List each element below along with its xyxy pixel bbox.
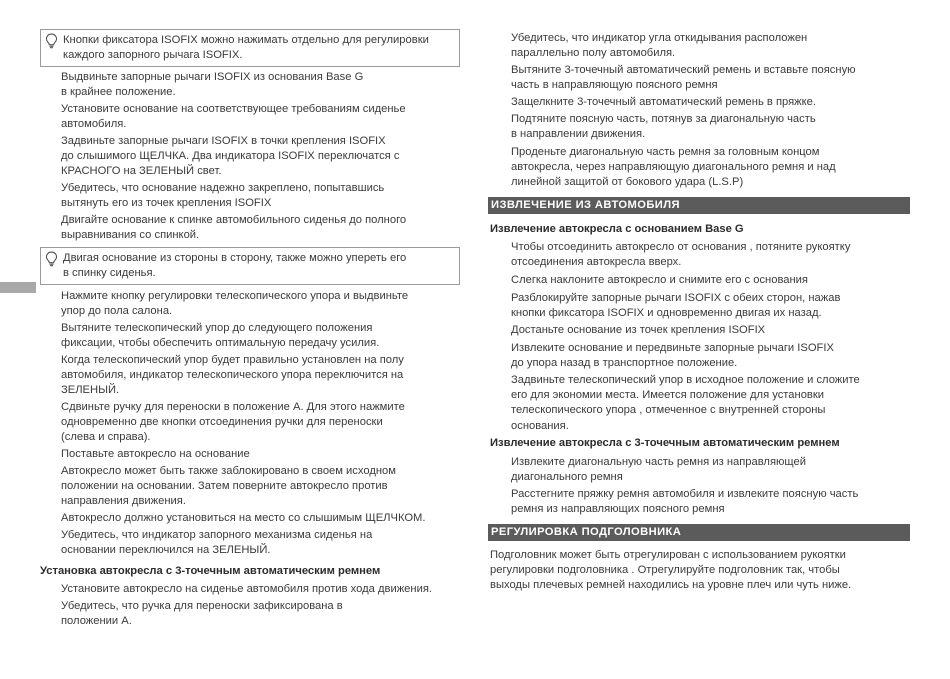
step-retract-support-leg bbox=[511, 373, 860, 434]
step-route-diagonal-belt bbox=[511, 145, 836, 191]
text-line: Защелкните 3-точечный автоматический ремень в пряжке. bbox=[511, 96, 816, 108]
text-line: линейной защитой от бокового удара (L.S.P) bbox=[511, 176, 744, 189]
step-extend-support-leg bbox=[61, 321, 379, 351]
text-line: диагонального ремня bbox=[511, 471, 623, 484]
step-remove-diagonal-belt bbox=[511, 455, 806, 485]
text-line: Установите автокресло на сиденье автомобиля против хода движения. bbox=[61, 583, 432, 595]
text-line: Убедитесь, что индикатор угла откидывания расположен bbox=[511, 32, 808, 44]
text-line: (слева и справа). bbox=[61, 431, 151, 444]
text-line: отсоединения автокресла вверх. bbox=[511, 256, 682, 269]
step-place-base bbox=[61, 102, 406, 132]
text-line: автомобиля, индикатор телескопического упора переключится на bbox=[61, 369, 404, 382]
text-line: выравнивания со спинкой. bbox=[61, 229, 200, 242]
text-line: Вытяните 3-точечный автоматический ремень и вставьте поясную bbox=[511, 64, 856, 76]
text-line: Чтобы отсоединить автокресло от основания , потяните рукоятку bbox=[511, 241, 851, 253]
text-line: регулировки подголовника . Отрегулируйте подголовник так, чтобы bbox=[490, 564, 840, 577]
tip-line: Двигая основание из стороны в сторону, также можно упереть его bbox=[63, 252, 407, 264]
text-line: КРАСНОГО на ЗЕЛЕНЫЙ свет. bbox=[61, 165, 222, 178]
text-line: Подтяните поясную часть, потянув за диагональную часть bbox=[511, 113, 816, 125]
text-line: Выдвиньте запорные рычаги ISOFIX из основания Base G bbox=[61, 71, 364, 83]
section-heading-removal-base-g: Извлечение автокресла с основанием Base G bbox=[490, 223, 744, 235]
text-line: Сдвиньте ручку для переноски в положение A. Для этого нажмите bbox=[61, 401, 405, 413]
step-press-support-leg-button bbox=[61, 289, 408, 319]
step-tilt-remove-seat bbox=[511, 273, 808, 288]
step-place-seat-rearward bbox=[61, 582, 432, 597]
text-line: направления движения. bbox=[61, 495, 186, 508]
text-line: одновременно две кнопки отсоединения ручки для переноски bbox=[61, 416, 383, 429]
step-push-isofix-arms bbox=[61, 134, 399, 180]
text-line: Подголовник может быть отрегулирован с использованием рукоятки bbox=[490, 549, 846, 561]
text-line: Разблокируйте запорные рычаги ISOFIX с обеих сторон, нажав bbox=[511, 292, 841, 304]
step-check-recline-indicator bbox=[511, 31, 807, 61]
step-unbuckle-belt bbox=[511, 487, 858, 517]
text-line: Задвиньте запорные рычаги ISOFIX в точки крепления ISOFIX bbox=[61, 135, 386, 147]
step-seat-click bbox=[61, 511, 426, 526]
text-line: автокресла, через направляющую диагонального ремня и над bbox=[511, 161, 836, 174]
tip-line: Кнопки фиксатора ISOFIX можно нажимать отдельно для регулировки bbox=[63, 34, 429, 46]
text-line: Нажмите кнопку регулировки телескопического упора и выдвиньте bbox=[61, 290, 409, 302]
text-line: до упора назад в транспортное положение. bbox=[511, 357, 738, 370]
lightbulb-icon bbox=[45, 33, 58, 49]
text-line: выходы плечевых ремней находились на уровне плеч или чуть ниже. bbox=[490, 579, 852, 592]
text-line: Слегка наклоните автокресло и снимите его с основания bbox=[511, 274, 808, 286]
section-bar-removal: ИЗВЛЕЧЕНИЕ ИЗ АВТОМОБИЛЯ bbox=[488, 197, 910, 214]
step-support-leg-indicator bbox=[61, 353, 404, 399]
step-check-base-secure bbox=[61, 181, 384, 211]
step-check-handle-position bbox=[61, 599, 343, 629]
step-extend-isofix-arms bbox=[61, 70, 363, 100]
text-line: телескопического упора , отмеченное с внутренней стороны bbox=[511, 404, 826, 417]
step-detach-seat bbox=[511, 240, 850, 270]
text-line: Убедитесь, что основание надежно закреплено, попытавшись bbox=[61, 182, 385, 194]
page-side-tab bbox=[0, 282, 36, 293]
text-line: параллельно полу автомобиля. bbox=[511, 47, 676, 60]
text-line: Извлеките диагональную часть ремня из направляющей bbox=[511, 456, 806, 468]
section-heading-removal-3point-belt: Извлечение автокресла с 3-точечным автоматическим ремнем bbox=[490, 437, 840, 449]
text-line: кнопки фиксатора ISOFIX и одновременно двигая их назад. bbox=[511, 307, 822, 320]
step-unlock-isofix bbox=[511, 291, 840, 321]
step-retract-isofix-arms bbox=[511, 341, 834, 371]
text-line: Вытяните телескопический упор до следующего положения bbox=[61, 322, 373, 334]
text-line: ЗЕЛЕНЫЙ. bbox=[61, 384, 120, 397]
text-line: Автокресло может быть также заблокировано в своем исходном bbox=[61, 465, 396, 477]
step-take-out-base bbox=[511, 323, 765, 338]
text-line: положении на основании. Затем поверните автокресло против bbox=[61, 480, 388, 493]
text-line: Поставьте автокресло на основание bbox=[61, 448, 250, 460]
tip-line: в спинку сиденья. bbox=[63, 267, 156, 279]
text-line: автомобиля. bbox=[61, 118, 127, 131]
text-line: основания. bbox=[511, 419, 569, 432]
text-line: Проденьте диагональную часть ремня за головным концом bbox=[511, 146, 820, 158]
step-check-lock-indicator bbox=[61, 528, 372, 558]
tip-box-move-base bbox=[40, 247, 460, 285]
step-pull-belt bbox=[511, 63, 856, 93]
lightbulb-icon bbox=[45, 251, 58, 267]
text-line: ремня из направляющих поясного ремня bbox=[511, 503, 725, 516]
tip-line: каждого запорного рычага ISOFIX. bbox=[63, 49, 243, 61]
text-line: Убедитесь, что индикатор запорного механизма сиденья на bbox=[61, 529, 373, 541]
text-line: основании переключился на ЗЕЛЕНЫЙ. bbox=[61, 544, 271, 557]
text-line: Убедитесь, что ручка для переноски зафиксирована в bbox=[61, 600, 343, 612]
text-line: Автокресло должно установиться на место со слышимым ЩЕЛЧКОМ. bbox=[61, 512, 426, 524]
text-line: до слышимого ЩЕЛЧКА. Два индикатора ISOFIX переключатся с bbox=[61, 150, 400, 163]
text-line: вытянуть его из точек крепления ISOFIX bbox=[61, 197, 272, 210]
step-seat-lock-original-position bbox=[61, 464, 396, 510]
text-line: Двигайте основание к спинке автомобильного сиденья до полного bbox=[61, 214, 407, 226]
text-line: Установите основание на соответствующее требованиям сиденье bbox=[61, 103, 406, 115]
text-line: Извлеките основание и передвиньте запорные рычаги ISOFIX bbox=[511, 342, 834, 354]
text-line: в направлении движения. bbox=[511, 128, 646, 141]
step-buckle-belt bbox=[511, 95, 816, 110]
text-line: фиксации, чтобы обеспечить оптимальную передачу усилия. bbox=[61, 337, 380, 350]
section-bar-headrest: РЕГУЛИРОВКА ПОДГОЛОВНИКА bbox=[488, 524, 910, 541]
step-tighten-lap-belt bbox=[511, 112, 816, 142]
text-line: в крайнее положение. bbox=[61, 86, 176, 99]
text-line: Расстегните пряжку ремня автомобиля и извлеките поясную часть bbox=[511, 488, 859, 500]
step-move-carry-handle bbox=[61, 400, 405, 446]
text-line: часть в направляющую поясного ремня bbox=[511, 79, 718, 92]
text-line: Достаньте основание из точек крепления ISOFIX bbox=[511, 324, 766, 336]
paragraph-headrest-adjustment bbox=[490, 548, 851, 594]
step-place-seat-on-base bbox=[61, 447, 250, 462]
text-line: Задвиньте телескопический упор в исходное положение и сложите bbox=[511, 374, 860, 386]
section-heading-3point-belt-install: Установка автокресла с 3-точечным автоматическим ремнем bbox=[40, 565, 381, 577]
text-line: положении A. bbox=[61, 615, 132, 628]
tip-box-isofix-buttons bbox=[40, 29, 460, 67]
text-line: его для экономии места. Имеется положение для установки bbox=[511, 389, 825, 402]
text-line: Когда телескопический упор будет правильно установлен на полу bbox=[61, 354, 404, 366]
step-move-base-to-backrest bbox=[61, 213, 406, 243]
text-line: упор до пола салона. bbox=[61, 305, 173, 318]
